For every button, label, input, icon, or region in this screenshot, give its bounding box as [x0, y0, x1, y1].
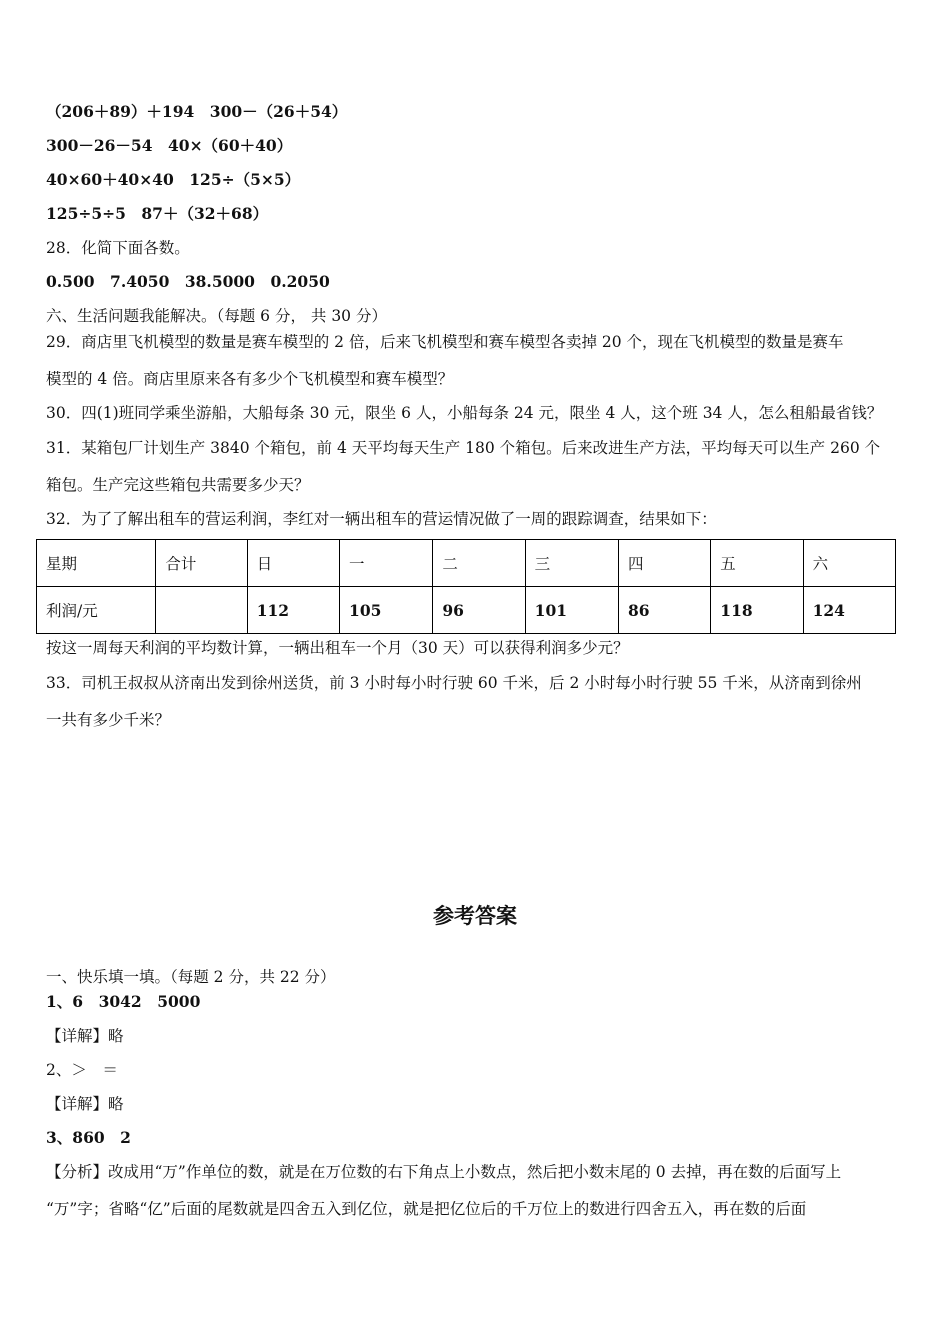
cell-sat: 124 — [803, 587, 895, 634]
section6-heading: 六、生活问题我能解决。（每题 6 分， 共 30 分） — [46, 307, 387, 325]
calc-line-4: 125÷5÷5 87＋（32＋68） — [46, 204, 269, 223]
q31-line-2: 箱包。生产完这些箱包共需要多少天？ — [46, 476, 310, 494]
header-cell-sun: 日 — [247, 540, 339, 587]
cell-wed: 101 — [525, 587, 618, 634]
calc-line-3: 40×60＋40×40 125÷（5×5） — [46, 170, 301, 189]
q33-line-1: 33．司机王叔叔从济南出发到徐州送货，前 3 小时每小时行驶 60 千米，后 2 小时每小时行驶 55 千米，从济南到徐州 — [46, 674, 862, 692]
answer-1-detail: 【详解】略 — [46, 1027, 124, 1045]
profit-table — [36, 539, 896, 634]
answers-section1: 一、快乐填一填。（每题 2 分，共 22 分） — [46, 968, 336, 986]
header-cell-sat: 六 — [803, 540, 895, 587]
q28-numbers: 0.500 7.4050 38.5000 0.2050 — [46, 272, 330, 291]
answer-2: 2、＞ ＝ — [46, 1061, 118, 1079]
q28-title: 28．化简下面各数。 — [46, 239, 190, 257]
cell-total — [156, 587, 247, 634]
header-cell-tue: 二 — [433, 540, 525, 587]
q29-line-1: 29．商店里飞机模型的数量是赛车模型的 2 倍，后来飞机模型和赛车模型各卖掉 20 个，现在飞机模型的数量是赛车 — [46, 333, 844, 351]
answer-1: 1、6 3042 5000 — [46, 992, 201, 1011]
answer-3-analysis-1: 【分析】改成用“万”作单位的数，就是在万位数的右下角点上小数点，然后把小数末尾的 0 去掉，再在数的后面写上 — [46, 1163, 842, 1181]
header-cell-thu: 四 — [618, 540, 710, 587]
q32-intro: 32．为了了解出租车的营运利润，李红对一辆出租车的营运情况做了一周的跟踪调查，结果如下： — [46, 510, 717, 528]
row-label-profit: 利润/元 — [37, 587, 156, 634]
answers-title: 参考答案 — [433, 904, 517, 928]
calc-line-1: （206＋89）＋194 300－（26＋54） — [46, 102, 348, 121]
table-row — [37, 587, 896, 634]
header-cell-wed: 三 — [525, 540, 618, 587]
q31-line-1: 31．某箱包厂计划生产 3840 个箱包，前 4 天平均每天生产 180 个箱包。后来改进生产方法，平均每天可以生产 260 个 — [46, 439, 881, 457]
header-cell-total: 合计 — [156, 540, 247, 587]
answer-2-detail: 【详解】略 — [46, 1095, 124, 1113]
answer-3-analysis-2: “万”字；省略“亿”后面的尾数就是四舍五入到亿位，就是把亿位后的千万位上的数进行四舍五入，再在数的后面 — [46, 1200, 807, 1218]
answer-3: 3、860 2 — [46, 1128, 131, 1147]
header-cell-fri: 五 — [711, 540, 803, 587]
cell-fri: 118 — [711, 587, 803, 634]
cell-sun: 112 — [247, 587, 339, 634]
cell-thu: 86 — [618, 587, 710, 634]
q33-line-2: 一共有多少千米？ — [46, 711, 171, 729]
cell-tue: 96 — [433, 587, 525, 634]
header-cell-weekday: 星期 — [37, 540, 156, 587]
q32-question: 按这一周每天利润的平均数计算，一辆出租车一个月（30 天）可以获得利润多少元？ — [46, 639, 629, 657]
header-cell-mon: 一 — [340, 540, 433, 587]
cell-mon: 105 — [340, 587, 433, 634]
table-header-row — [37, 540, 896, 587]
q30: 30．四(1)班同学乘坐游船，大船每条 30 元，限坐 6 人，小船每条 24 元，限坐 4 人，这个班 34 人，怎么租船最省钱？ — [46, 404, 883, 422]
q29-line-2: 模型的 4 倍。商店里原来各有多少个飞机模型和赛车模型？ — [46, 370, 454, 388]
calc-line-2: 300－26－54 40×（60＋40） — [46, 136, 293, 155]
